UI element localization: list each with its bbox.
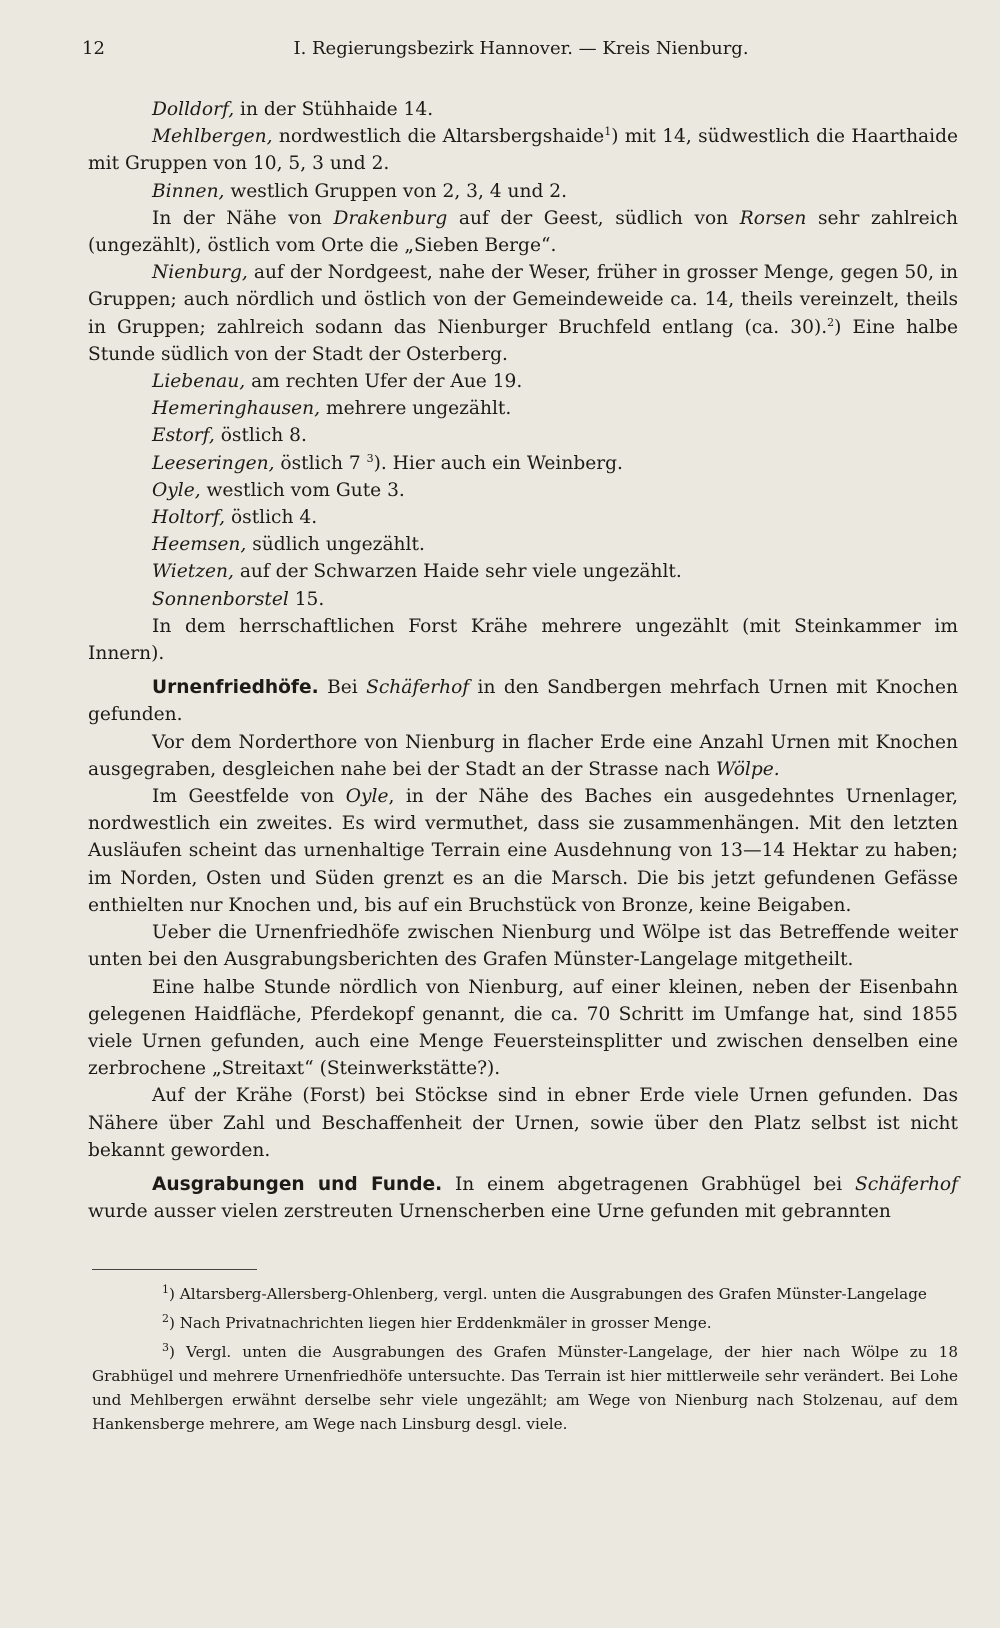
footnote: $^3$) Vergl. unten die Ausgrabungen des Grafen Münster-Langelage, der hier nach Wölpe zu 18 Grabhügel und mehrere Urnenfriedhöfe untersuchte. Das Terrain ist hier mittlerweile sehr verändert. Bei Lohe und Mehlbergen erwähnt derselbe sehr viele ungezählt; am Wege von Nienburg nach Stolzenau, auf dem Hankensberge mehrere, am Wege nach Linsburg desgl. viele. [92,1340,958,1433]
entry-drakenburg: In der Nähe von Drakenburg auf der Geest, südlich von Rorsen sehr zahlreich (ungezählt), östlich vom Orte die „Sieben Berge“. [88,207,959,257]
entry-dolldorf: Dolldorf, in der Stühhaide 14. [152,99,434,120]
footnote: $^2$) Nach Privatnachrichten liegen hier Erddenkmäler in grosser Menge. [162,1311,712,1332]
section-ausgrabungen: Ausgrabungen und Funde. In einem abgetragenen Grabhügel bei Schäferhof wurde ausser vielen zerstreuten Urnenscherben eine Urne gefunden mit gebrannten [88,1173,958,1223]
footnote-ref: 1 [604,125,612,139]
footnote-mark: 2 [162,1311,169,1325]
place-name: Liebenau, [152,371,246,393]
entry-leeseringen: Leeseringen, östlich 7 $^3$). Hier auch ein Weinberg. [152,451,623,474]
entry-holtorf: Holtorf, östlich 4. [152,507,318,529]
footnote-mark: 3 [162,1340,169,1354]
paragraph: Ueber die Urnenfriedhöfe zwischen Nienburg und Wölpe ist das Betreffende weiter unten bei den Ausgrabungsberichten des Grafen Münster-Langelage mitgetheilt. [88,922,958,971]
entry-wietzen: Wietzen, auf der Schwarzen Haide sehr viele ungezählt. [152,561,682,583]
place-name: Schäferhof [366,677,470,699]
footnote-rule [92,1269,257,1270]
section-urnenfriedhoefe: Urnenfriedhöfe. Bei Schäferhof in den Sandbergen mehrfach Urnen mit Knochen gefunden. [88,677,958,726]
place-name: Holtorf, [152,507,226,529]
place-name: Oyle, [152,479,201,501]
place-name: Sonnenborstel [152,588,289,610]
main-text [88,96,958,1225]
footnote: $^1$) Altarsberg-Allersberg-Ohlenberg, vergl. unten die Ausgrabungen des Grafen Münster-Langelage [162,1282,927,1303]
place-name: Heemsen, [152,534,247,556]
place-name: Binnen, [152,180,225,202]
entry-sonnenborstel: Sonnenborstel 15. [152,588,325,610]
place-name: Wietzen, [152,561,234,583]
entry-forst-kraehe: In dem herrschaftlichen Forst Krähe mehrere ungezählt (mit Steinkammer im Innern). [88,615,958,665]
footnote-ref: 3 [366,451,374,465]
footnote-ref: 2 [827,315,835,329]
page-number: 12 [82,38,105,59]
section-heading: Ausgrabungen und Funde. [152,1173,443,1195]
entry-heemsen: Heemsen, südlich ungezählt. [152,534,425,556]
place-name: Drakenburg [333,207,448,229]
running-title: I. Regierungsbezirk Hannover. — Kreis Nienburg. [293,38,749,59]
paragraph: Auf der Krähe (Forst) bei Stöckse sind in ebner Erde viele Urnen gefunden. Das Nähere über Zahl und Beschaffenheit der Urnen, sowie über den Platz selbst ist nicht bekannt geworden. [88,1085,958,1161]
place-name: Rorsen [739,207,807,229]
entry-oyle: Oyle, westlich vom Gute 3. [152,479,405,501]
place-name: Hemeringhausen, [152,398,321,420]
footnote-mark: 1 [162,1282,169,1296]
place-name: Mehlbergen, [152,126,273,148]
place-name: Oyle [345,786,389,808]
place-name: Wölpe. [715,758,780,780]
section-heading: Urnenfriedhöfe. [152,677,319,699]
paragraph: Im Geestfelde von Oyle, in der Nähe des Baches ein ausgedehntes Urnenlager, nordwestlich ein zweites. Es wird vermuthet, dass sie zusammenhängen. Mit den letzten Ausläufen scheint das urnenhaltige Terrain eine Ausdehnung von 13—14 Hektar zu haben; im Norden, Osten und Süden grenzt es an die Marsch. Die bis jetzt gefundenen Gefässe enthielten nur Knochen und, bis auf ein Bruchstück von Bronze, keine Beigaben. [88,786,958,916]
place-name: Estorf, [152,425,215,447]
entry-binnen: Binnen, westlich Gruppen von 2, 3, 4 und 2. [152,180,568,202]
entry-liebenau: Liebenau, am rechten Ufer der Aue 19. [152,371,523,393]
entry-mehlbergen: Mehlbergen, nordwestlich die Altarsbergshaide$^1$) mit 14, südwestlich die Haarthaide mit Gruppen von 10, 5, 3 und 2. [88,125,958,175]
place-name: Leeseringen, [152,452,275,474]
paragraph: Eine halbe Stunde nördlich von Nienburg, auf einer kleinen, neben der Eisenbahn gelegenen Haidfläche, Pferdekopf genannt, die ca. 70 Schritt im Umfange hat, sind 1855 viele Urnen gefunden, auch eine Menge Feuersteinsplitter und zwischen denselben eine zerbrochene „Streitaxt“ (Steinwerkstätte?). [88,976,958,1080]
paragraph: Vor dem Norderthore von Nienburg in flacher Erde eine Anzahl Urnen mit Knochen ausgegraben, desgleichen nahe bei der Stadt an der Strasse nach Wölpe. [88,731,958,780]
entry-estorf: Estorf, östlich 8. [152,425,307,447]
footnotes [92,1282,958,1441]
place-name: Schäferhof [854,1173,958,1195]
place-name: Nienburg, [152,262,248,284]
place-name: Dolldorf, [152,99,235,120]
entry-nienburg: Nienburg, auf der Nordgeest, nahe der Weser, früher in grosser Menge, gegen 50, in Gruppen; auch nördlich und östlich von der Gemeindeweide ca. 14, theils vereinzelt, theils in Gruppen; zahlreich sodann das Nienburger Bruchfeld entlang (ca. 30).$^2$) Eine halbe Stunde südlich von der Stadt der Osterberg. [88,262,958,365]
entry-hemeringhausen: Hemeringhausen, mehrere ungezählt. [152,398,512,420]
